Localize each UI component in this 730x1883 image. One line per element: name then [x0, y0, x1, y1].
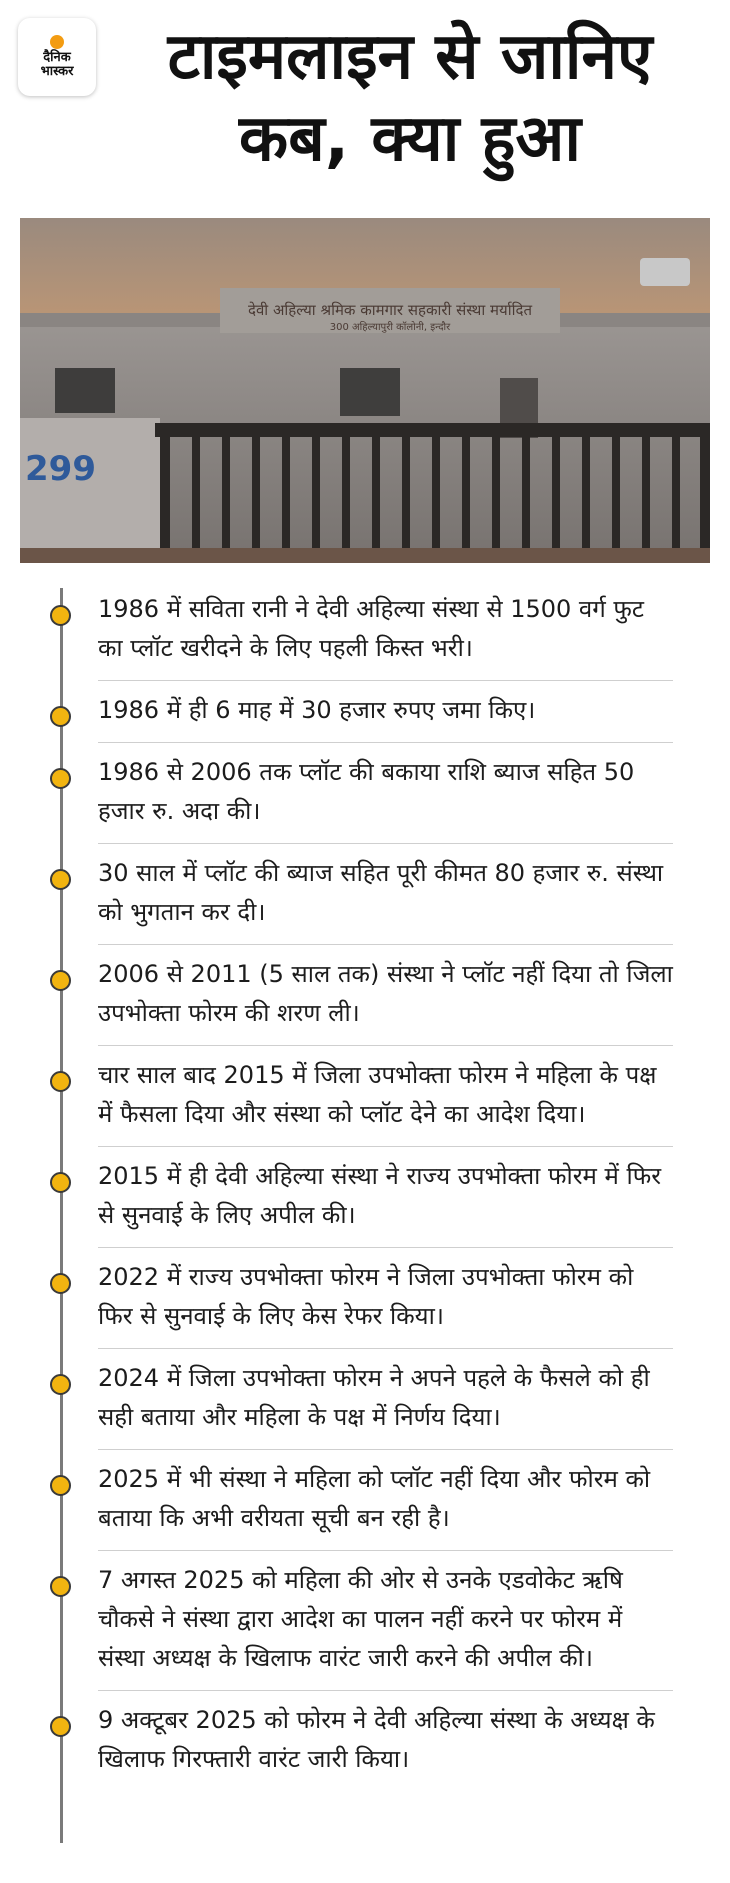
timeline-dot-icon: [50, 1071, 71, 1092]
building-photo: [20, 218, 710, 563]
timeline-text: 30 साल में प्लॉट की ब्याज सहित पूरी कीमत 80 हजार रु. संस्था को भुगतान कर दी।: [98, 859, 664, 926]
timeline-dot-icon: [50, 869, 71, 890]
timeline-item: [98, 1046, 673, 1147]
timeline-dot-icon: [50, 605, 71, 626]
timeline-item: [98, 1450, 673, 1551]
timeline-text: 1986 से 2006 तक प्लॉट की बकाया राशि ब्याज सहित 50 हजार रु. अदा की।: [98, 758, 635, 825]
timeline-dot-icon: [50, 706, 71, 727]
sign-subtext: 300 अहिल्यापुरी कॉलोनी, इन्दौर: [329, 322, 451, 333]
timeline-dot-icon: [50, 970, 71, 991]
timeline-text: 2024 में जिला उपभोक्ता फोरम ने अपने पहले के फैसले को ही सही बताया और महिला के पक्ष में निर्णय दिया।: [98, 1364, 650, 1431]
timeline-text: 2006 से 2011 (5 साल तक) संस्था ने प्लॉट नहीं दिया तो जिला उपभोक्ता फोरम की शरण ली।: [98, 960, 673, 1027]
timeline-item: [98, 1248, 673, 1349]
timeline-dot-icon: [50, 768, 71, 789]
timeline-dot-icon: [50, 1576, 71, 1597]
timeline-text: 2015 में ही देवी अहिल्या संस्था ने राज्य उपभोक्ता फोरम में फिर से सुनवाई के लिए अपील की।: [98, 1162, 662, 1229]
timeline-text: 1986 में ही 6 माह में 30 हजार रुपए जमा किए।: [98, 696, 536, 724]
timeline-item: [98, 681, 673, 743]
logo-text-line2: भास्कर: [40, 64, 74, 79]
timeline-item: [98, 1147, 673, 1248]
timeline-item: [98, 743, 673, 844]
timeline-item: [98, 580, 673, 681]
timeline-item: [98, 1349, 673, 1450]
timeline-text: 9 अक्टूबर 2025 को फोरम ने देवी अहिल्या संस्था के अध्यक्ष के खिलाफ गिरफ्तारी वारंट जारी किया।: [98, 1706, 655, 1773]
timeline-list: [0, 580, 730, 1791]
logo-sun-icon: [50, 35, 64, 49]
timeline-text: चार साल बाद 2015 में जिला उपभोक्ता फोरम ने महिला के पक्ष में फैसला दिया और संस्था को प्लॉट देने का आदेश दिया।: [98, 1061, 657, 1128]
logo-text-line1: दैनिक: [43, 50, 71, 65]
timeline-item: [98, 945, 673, 1046]
timeline-text: 2025 में भी संस्था ने महिला को प्लॉट नहीं दिया और फोरम को बताया कि अभी वरीयता सूची बन रही है।: [98, 1465, 651, 1532]
timeline-dot-icon: [50, 1374, 71, 1395]
timeline-text: 7 अगस्त 2025 को महिला की ओर से उनके एडवोकेट ऋषि चौकसे ने संस्था द्वारा आदेश का पालन नहीं करने पर फोरम में संस्था अध्यक्ष के खिलाफ वारंट जारी करने की अपील की।: [98, 1566, 623, 1672]
timeline-item: [98, 1551, 673, 1691]
page-title-line2: कब, क्या हुआ: [239, 102, 581, 176]
timeline-dot-icon: [50, 1172, 71, 1193]
timeline-text: 1986 में सविता रानी ने देवी अहिल्या संस्था से 1500 वर्ग फुट का प्लॉट खरीदने के लिए पहली किस्त भरी।: [98, 595, 645, 662]
page-title: [110, 16, 710, 180]
timeline-dot-icon: [50, 1475, 71, 1496]
house-number: 299: [25, 449, 96, 489]
timeline-item: [98, 844, 673, 945]
page-title-line1: टाइमलाइन से जानिए: [167, 20, 653, 94]
dainik-bhaskar-logo: [18, 18, 96, 96]
timeline-text: 2022 में राज्य उपभोक्ता फोरम ने जिला उपभोक्ता फोरम को फिर से सुनवाई के लिए केस रेफर किया।: [98, 1263, 634, 1330]
sign-text: देवी अहिल्या श्रमिक कामगार सहकारी संस्था मर्यादित: [247, 301, 533, 319]
timeline-item: [98, 1691, 673, 1791]
timeline-dot-icon: [50, 1273, 71, 1294]
timeline-dot-icon: [50, 1716, 71, 1737]
header: [0, 0, 730, 200]
